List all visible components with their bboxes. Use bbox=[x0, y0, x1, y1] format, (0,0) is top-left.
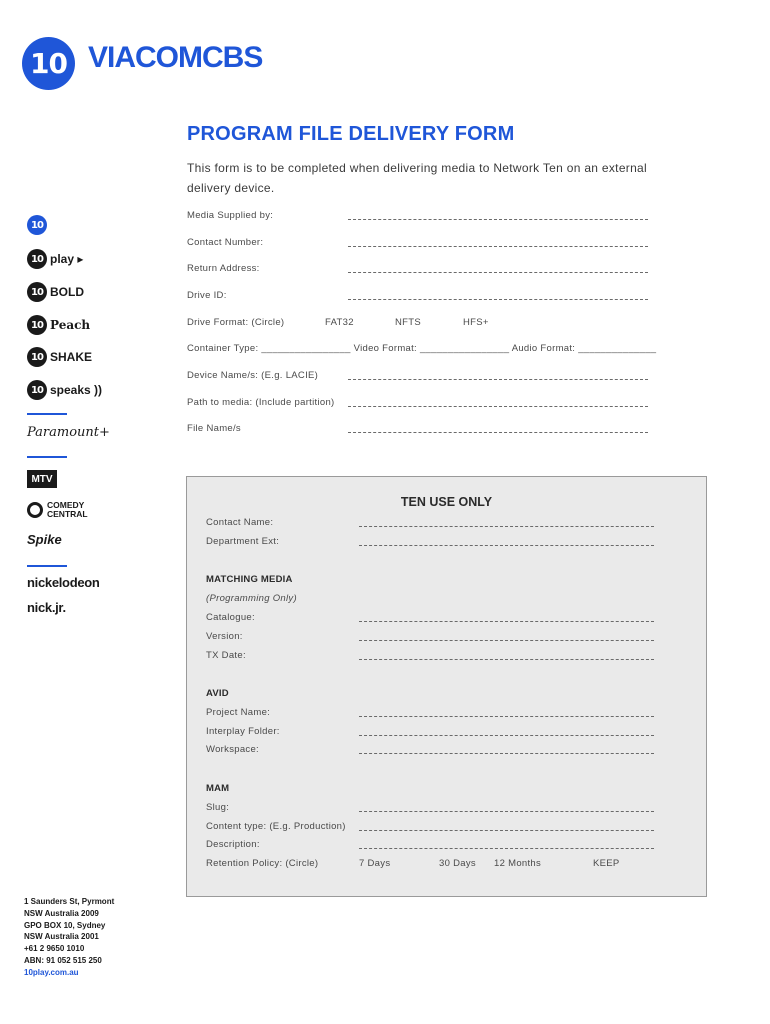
retention-option-12-months[interactable]: 12 Months bbox=[494, 858, 542, 869]
network-ten-logo-icon bbox=[22, 37, 75, 90]
path-to-media-label: Path to media: (Include partition) bbox=[187, 397, 335, 408]
address-line: GPO BOX 10, Sydney bbox=[24, 920, 106, 930]
workspace-label: Workspace: bbox=[206, 744, 259, 755]
workspace-field[interactable] bbox=[359, 753, 654, 754]
viacomcbs-logo-text: VIACOMCBS bbox=[88, 41, 263, 74]
project-name-field[interactable] bbox=[359, 716, 654, 717]
phone-number: +61 2 9650 1010 bbox=[24, 944, 85, 954]
sidebar-divider bbox=[27, 413, 67, 415]
drive-id-field[interactable] bbox=[348, 299, 648, 300]
version-label: Version: bbox=[206, 631, 243, 642]
ten-use-only-panel bbox=[186, 476, 707, 897]
drive-option-hfs[interactable]: HFS+ bbox=[463, 317, 489, 328]
mtv-logo bbox=[27, 470, 57, 488]
retention-policy-label: Retention Policy: (Circle) bbox=[206, 858, 319, 869]
sidebar-divider bbox=[27, 565, 67, 567]
nick-jr-logo: nick.jr. bbox=[27, 600, 66, 615]
address-line: NSW Australia 2001 bbox=[24, 932, 99, 942]
catalogue-field[interactable] bbox=[359, 621, 654, 622]
ten-play-logo bbox=[27, 249, 83, 269]
media-supplied-label: Media Supplied by: bbox=[187, 210, 274, 221]
comedy-text: COMEDY bbox=[47, 500, 85, 510]
central-text: CENTRAL bbox=[47, 509, 88, 519]
content-type-label: Content type: (E.g. Production) bbox=[206, 821, 346, 832]
path-to-media-field[interactable] bbox=[348, 406, 648, 407]
catalogue-label: Catalogue: bbox=[206, 612, 255, 623]
ten-speaks-badge-icon: 10 bbox=[27, 380, 47, 400]
mam-heading: MAM bbox=[206, 783, 230, 794]
tx-date-label: TX Date: bbox=[206, 650, 246, 661]
address-line: NSW Australia 2009 bbox=[24, 908, 99, 918]
file-names-label: File Name/s bbox=[187, 423, 241, 434]
interplay-folder-field[interactable] bbox=[359, 735, 654, 736]
department-ext-field[interactable] bbox=[359, 545, 654, 546]
comedy-central-c-icon bbox=[27, 502, 43, 518]
abn-number: ABN: 91 052 515 250 bbox=[24, 955, 102, 965]
drive-option-fat32[interactable]: FAT32 bbox=[325, 317, 354, 328]
retention-option-keep[interactable]: KEEP bbox=[593, 858, 620, 869]
ten-shake-logo bbox=[27, 347, 92, 367]
ten-bold-text: BOLD bbox=[50, 285, 84, 299]
logo-badge-text: 10 bbox=[30, 47, 67, 80]
contact-number-field[interactable] bbox=[348, 246, 648, 247]
ten-bold-logo bbox=[27, 282, 84, 302]
return-address-field[interactable] bbox=[348, 272, 648, 273]
ten-peach-text: Peach bbox=[50, 318, 91, 332]
paramount-plus-logo: Paramount+ bbox=[27, 425, 110, 440]
programming-only-note: (Programming Only) bbox=[206, 593, 297, 604]
nickelodeon-logo: nickelodeon bbox=[27, 575, 100, 590]
project-name-label: Project Name: bbox=[206, 707, 271, 718]
device-names-field[interactable] bbox=[348, 379, 648, 380]
version-field[interactable] bbox=[359, 640, 654, 641]
description-field[interactable] bbox=[359, 848, 654, 849]
return-address-label: Return Address: bbox=[187, 263, 260, 274]
interplay-folder-label: Interplay Folder: bbox=[206, 726, 280, 737]
contact-name-label: Contact Name: bbox=[206, 517, 274, 528]
website-link[interactable]: 10play.com.au bbox=[24, 967, 79, 977]
address-line: 1 Saunders St, Pyrmont bbox=[24, 897, 115, 906]
footer-address bbox=[24, 896, 114, 979]
ten-bold-badge-icon: 10 bbox=[27, 282, 47, 302]
ten-peach-badge-icon: 10 bbox=[27, 315, 47, 335]
intro-text: This form is to be completed when delivering media to Network Ten on an external delivery device. bbox=[187, 161, 648, 195]
slug-label: Slug: bbox=[206, 802, 230, 813]
sidebar-divider bbox=[27, 456, 67, 458]
page-title: PROGRAM FILE DELIVERY FORM bbox=[187, 123, 515, 145]
device-names-label: Device Name/s: (E.g. LACIE) bbox=[187, 370, 319, 381]
retention-option-30-days[interactable]: 30 Days bbox=[439, 858, 476, 869]
department-ext-label: Department Ext: bbox=[206, 536, 280, 547]
drive-option-nfts[interactable]: NFTS bbox=[395, 317, 422, 328]
ten-speaks-logo bbox=[27, 380, 102, 400]
content-type-field[interactable] bbox=[359, 830, 654, 831]
container-video-audio-row[interactable]: Container Type: ________________ Video Format: ________________ Audio Format: ______________ bbox=[187, 343, 657, 354]
description-label: Description: bbox=[206, 839, 260, 850]
avid-heading: AVID bbox=[206, 688, 229, 699]
ten-peach-logo bbox=[27, 315, 90, 335]
ten-channel-logo-icon bbox=[27, 215, 47, 235]
drive-format-label: Drive Format: (Circle) bbox=[187, 317, 285, 328]
retention-option-7-days[interactable]: 7 Days bbox=[359, 858, 391, 869]
spike-logo: Spike bbox=[27, 532, 62, 547]
drive-id-label: Drive ID: bbox=[187, 290, 227, 301]
contact-number-label: Contact Number: bbox=[187, 237, 264, 248]
file-names-field[interactable] bbox=[348, 432, 648, 433]
ten-speaks-text: speaks )) bbox=[50, 383, 103, 397]
ten-play-badge-icon: 10 bbox=[27, 249, 47, 269]
ten-shake-text: SHAKE bbox=[50, 350, 93, 364]
comedy-central-logo bbox=[27, 501, 88, 519]
tx-date-field[interactable] bbox=[359, 659, 654, 660]
ten-play-text: play ▸ bbox=[50, 252, 84, 266]
contact-name-field[interactable] bbox=[359, 526, 654, 527]
matching-media-heading: MATCHING MEDIA bbox=[206, 574, 293, 585]
slug-field[interactable] bbox=[359, 811, 654, 812]
ten-use-only-title: TEN USE ONLY bbox=[400, 495, 493, 509]
mtv-text: MTV bbox=[31, 473, 53, 485]
media-supplied-field[interactable] bbox=[348, 219, 648, 220]
ten-channel-badge: 10 bbox=[31, 219, 43, 231]
ten-shake-badge-icon: 10 bbox=[27, 347, 47, 367]
